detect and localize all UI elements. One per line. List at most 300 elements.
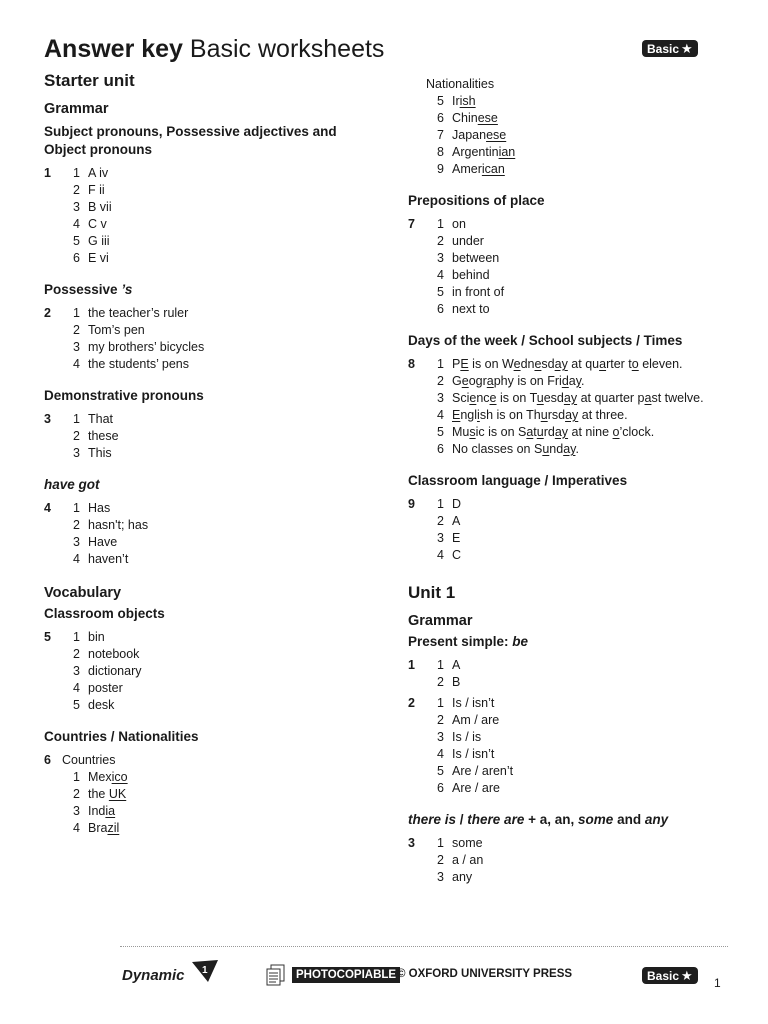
stressed-syllable: ay — [565, 408, 579, 422]
item-number: 4 — [73, 357, 80, 371]
item-answer: Mexico — [88, 770, 128, 784]
item-answer: the students’ pens — [88, 357, 189, 371]
exercise-number: 1 — [408, 658, 415, 672]
stressed-syllable: ay — [554, 357, 568, 371]
item-answer: Japanese — [452, 128, 507, 142]
item-answer: Am / are — [452, 713, 500, 727]
exercise-number — [408, 441, 426, 458]
heading-days-of-the-week: Days of the week / School subjects / Times — [408, 333, 683, 348]
item-answer: B vii — [88, 200, 112, 214]
list-item — [44, 680, 374, 697]
item-number: 1 — [437, 658, 444, 672]
list-item — [408, 530, 728, 547]
exercise-number — [44, 199, 62, 216]
stressed-syllable: u — [536, 425, 544, 439]
list-item — [408, 267, 728, 284]
item-number: 5 — [437, 285, 444, 299]
stressed-syllable: ay — [563, 442, 576, 456]
star-icon: ★ — [681, 41, 693, 56]
item-answer: No classes on Sunday. — [452, 442, 579, 456]
heading-possessive-s: Possessive ’s — [44, 282, 133, 297]
item-answer: Are / are — [452, 781, 500, 795]
item-answer: Have — [88, 535, 118, 549]
list-item — [408, 424, 728, 441]
exercise-number — [408, 712, 426, 729]
item-number: 4 — [73, 217, 80, 231]
photocopiable-label: PHOTOCOPIABLE — [292, 967, 400, 983]
item-number: 4 — [73, 552, 80, 566]
item-answer: E vi — [88, 251, 109, 265]
item-number: 4 — [437, 548, 444, 562]
svg-text:Dynamic: Dynamic — [122, 967, 185, 984]
item-answer: English is on Thursday at three. — [452, 408, 628, 422]
list-item: 6 Countries — [44, 753, 116, 767]
item-answer: Irish — [452, 94, 476, 108]
exercise-number — [408, 390, 426, 407]
item-number: 3 — [437, 531, 444, 545]
list-item — [408, 441, 728, 458]
heading-classroom-language: Classroom language / Imperatives — [408, 473, 628, 488]
exercise-number — [44, 445, 62, 462]
exercise-number — [44, 534, 62, 551]
dynamic-logo — [122, 958, 222, 988]
item-number: 3 — [73, 200, 80, 214]
exercise-number — [44, 820, 62, 837]
item-number: 1 — [437, 217, 444, 231]
exercise-5 — [44, 629, 374, 714]
stressed-syllable: ican — [481, 162, 505, 176]
list-item — [408, 513, 728, 530]
item-number: 8 — [437, 145, 444, 159]
stressed-syllable: a — [644, 391, 652, 405]
item-answer: A — [452, 658, 461, 672]
item-number: 3 — [437, 870, 444, 884]
star-icon: ★ — [681, 968, 693, 983]
item-answer: the teacher’s ruler — [88, 306, 189, 320]
item-number: 2 — [73, 429, 80, 443]
exercise-number — [44, 803, 62, 820]
list-item — [408, 746, 728, 763]
exercise-number — [44, 216, 62, 233]
item-number: 3 — [73, 804, 80, 818]
list-item — [408, 729, 728, 746]
list-item — [408, 835, 728, 852]
exercise-number — [44, 356, 62, 373]
item-number: 4 — [437, 747, 444, 761]
item-answer: any — [452, 870, 473, 884]
list-item — [408, 373, 728, 390]
list-item — [408, 127, 728, 144]
exercise-number — [408, 763, 426, 780]
item-answer: A — [452, 514, 461, 528]
list-item — [408, 780, 728, 797]
list-item — [408, 110, 728, 127]
list-item — [408, 93, 728, 110]
exercise-number — [408, 513, 426, 530]
item-answer: haven’t — [88, 552, 129, 566]
item-number: 3 — [437, 730, 444, 744]
item-number: 1 — [437, 696, 444, 710]
exercise-number — [408, 424, 426, 441]
item-answer: This — [88, 446, 112, 460]
exercise-number — [44, 551, 62, 568]
item-answer: PE is on Wednesday at quarter to eleven. — [452, 357, 683, 371]
item-answer: in front of — [452, 285, 505, 299]
unit1-exercise-1 — [408, 657, 728, 691]
exercise-number — [44, 663, 62, 680]
item-number: 5 — [437, 764, 444, 778]
item-number: 6 — [437, 442, 444, 456]
item-number: 5 — [73, 698, 80, 712]
item-number: 5 — [73, 234, 80, 248]
item-number: 7 — [437, 128, 444, 142]
list-item — [408, 161, 728, 178]
photocopy-icon — [266, 964, 286, 986]
exercise-number: 4 — [44, 501, 51, 515]
exercise-number: 9 — [408, 497, 415, 511]
heading-segment: / — [456, 812, 468, 827]
list-item — [408, 144, 728, 161]
list-item — [44, 165, 374, 182]
exercise-number — [44, 646, 62, 663]
item-answer: Is / isn’t — [452, 696, 495, 710]
item-answer: next to — [452, 302, 490, 316]
exercise-number — [408, 93, 426, 110]
item-number: 2 — [437, 374, 444, 388]
list-item — [408, 657, 728, 674]
exercise-9 — [408, 496, 728, 564]
exercise-number — [408, 144, 426, 161]
item-number: 2 — [437, 234, 444, 248]
item-answer: American — [452, 162, 505, 176]
item-number: 3 — [73, 664, 80, 678]
exercise-8 — [408, 356, 728, 458]
page-title: Answer key Basic worksheets — [44, 35, 385, 63]
item-answer: A iv — [88, 166, 109, 180]
item-answer: hasn't; has — [88, 518, 149, 532]
list-item — [44, 629, 374, 646]
exercise-number: 5 — [44, 630, 51, 644]
item-number: 3 — [73, 535, 80, 549]
heading-there-is-there-are — [408, 811, 728, 829]
list-item — [44, 305, 374, 322]
item-answer: between — [452, 251, 500, 265]
item-answer: on — [452, 217, 466, 231]
stressed-syllable: e — [513, 357, 521, 371]
list-item — [44, 233, 374, 250]
exercise-number — [408, 547, 426, 564]
heading-segment: a — [539, 812, 548, 827]
heading-segment: an — [554, 812, 571, 827]
item-answer: my brothers’ bicycles — [88, 340, 205, 354]
heading-vocabulary: Vocabulary — [44, 585, 122, 601]
stressed-syllable: e — [461, 374, 469, 388]
stressed-syllable: u — [536, 391, 544, 405]
heading-segment: there are — [467, 812, 525, 827]
stressed-syllable: ia — [105, 804, 116, 818]
item-answer: desk — [88, 698, 115, 712]
item-answer: C — [452, 548, 462, 562]
section-starter-unit: Starter unit — [44, 71, 135, 90]
list-item — [44, 534, 374, 551]
page-number: 1 — [714, 976, 721, 990]
exercise-number — [408, 407, 426, 424]
heading-have-got: have got — [44, 477, 100, 492]
svg-text:1: 1 — [202, 965, 208, 976]
list-item — [408, 284, 728, 301]
item-answer: Argentinian — [452, 145, 516, 159]
heading-segment: and — [613, 812, 645, 827]
stressed-syllable: a — [526, 425, 534, 439]
publisher-text: © OXFORD UNIVERSITY PRESS — [397, 968, 573, 980]
item-answer: the UK — [88, 787, 127, 801]
item-answer: poster — [88, 681, 123, 695]
stressed-syllable: ay — [554, 425, 569, 439]
stressed-syllable: ico — [111, 770, 128, 784]
heading-segment: some — [578, 812, 614, 827]
exercise-number: 8 — [408, 357, 415, 371]
list-item — [408, 695, 728, 712]
exercise-number: 1 — [44, 166, 51, 180]
item-answer: D — [452, 497, 462, 511]
basic-badge-footer: Basic ★ — [642, 967, 698, 984]
stressed-syllable: e — [489, 391, 497, 405]
list-item — [408, 496, 728, 513]
exercise-number — [408, 127, 426, 144]
item-answer: notebook — [88, 647, 140, 661]
list-item — [408, 233, 728, 250]
left-column — [44, 70, 374, 837]
heading-segment: , — [547, 812, 555, 827]
stressed-syllable: E — [452, 408, 461, 422]
list-item — [44, 697, 374, 714]
unit1-exercise-2 — [408, 695, 728, 797]
item-number: 1 — [437, 836, 444, 850]
list-item — [44, 216, 374, 233]
item-answer: dictionary — [88, 664, 142, 678]
stressed-syllable: o — [631, 357, 639, 371]
nationalities-block — [408, 76, 728, 178]
item-answer: G iii — [88, 234, 110, 248]
item-answer: Science is on Tuesday at quarter past twelve. — [452, 391, 704, 405]
exercise-number — [408, 284, 426, 301]
heading-segment: , — [570, 812, 579, 827]
item-answer: Is / isn’t — [452, 747, 495, 761]
item-number: 9 — [437, 162, 444, 176]
exercise-number — [44, 339, 62, 356]
item-answer: some — [452, 836, 483, 850]
item-number: 2 — [73, 183, 80, 197]
exercise-number — [408, 780, 426, 797]
exercise-number: 2 — [408, 696, 415, 710]
exercise-number — [408, 729, 426, 746]
item-number: 2 — [73, 787, 80, 801]
item-answer: Is / is — [452, 730, 482, 744]
stressed-syllable: ish — [459, 94, 476, 108]
item-number: 1 — [73, 501, 80, 515]
exercise-6 — [44, 752, 374, 837]
heading-grammar-unit-1: Grammar — [408, 613, 473, 629]
exercise-number — [408, 250, 426, 267]
item-number: 4 — [437, 268, 444, 282]
item-answer: That — [88, 412, 114, 426]
item-number: 1 — [73, 412, 80, 426]
section-unit-1: Unit 1 — [408, 583, 456, 602]
item-number: 2 — [437, 514, 444, 528]
heading-segment: + — [524, 812, 540, 827]
exercise-number — [408, 301, 426, 318]
exercise-number — [44, 428, 62, 445]
list-item — [44, 786, 374, 803]
exercise-number — [408, 746, 426, 763]
item-answer: E — [452, 531, 461, 545]
exercise-number — [44, 680, 62, 697]
list-item — [44, 646, 374, 663]
exercise-number — [44, 786, 62, 803]
item-answer: under — [452, 234, 484, 248]
unit1-exercise-3 — [408, 835, 728, 886]
list-item — [44, 411, 374, 428]
item-answer: India — [88, 804, 116, 818]
exercise-7 — [408, 216, 728, 318]
list-item — [408, 869, 728, 886]
exercise-number: 7 — [408, 217, 415, 231]
list-item — [408, 390, 728, 407]
exercise-number — [44, 697, 62, 714]
heading-grammar: Grammar — [44, 101, 109, 117]
item-number: 3 — [73, 340, 80, 354]
list-item — [44, 250, 374, 267]
exercise-number: 2 — [44, 306, 51, 320]
item-number: 1 — [73, 306, 80, 320]
list-item — [408, 852, 728, 869]
list-item — [44, 500, 374, 517]
list-item — [44, 339, 374, 356]
exercise-number: 3 — [408, 836, 415, 850]
heading-present-simple-be: Present simple: be — [408, 634, 529, 649]
exercise-number — [408, 852, 426, 869]
stressed-syllable: o — [612, 425, 620, 439]
exercise-number — [408, 674, 426, 691]
list-item — [44, 445, 374, 462]
item-number: 1 — [437, 357, 444, 371]
stressed-syllable: a — [486, 374, 494, 388]
heading-prepositions-of-place: Prepositions of place — [408, 193, 545, 208]
exercise-number — [408, 267, 426, 284]
stressed-syllable: E — [460, 357, 469, 371]
item-answer: a / an — [452, 853, 484, 867]
item-answer: F ii — [88, 183, 105, 197]
list-item — [44, 356, 374, 373]
exercise-number — [408, 869, 426, 886]
heading-demonstrative-pronouns: Demonstrative pronouns — [44, 388, 204, 403]
list-item — [408, 547, 728, 564]
right-column — [408, 70, 728, 886]
exercise-number — [44, 233, 62, 250]
item-number: 5 — [437, 94, 444, 108]
exercise-number: 3 — [44, 412, 51, 426]
list-item — [44, 517, 374, 534]
exercise-number — [408, 110, 426, 127]
exercise-number — [44, 769, 62, 786]
list-item — [408, 407, 728, 424]
item-answer: Chinese — [452, 111, 498, 125]
item-number: 2 — [437, 713, 444, 727]
nationalities-list — [408, 93, 728, 178]
list-item — [408, 356, 728, 373]
list-item — [44, 551, 374, 568]
item-answer: behind — [452, 268, 490, 282]
item-number: 1 — [437, 497, 444, 511]
item-answer: bin — [88, 630, 105, 644]
item-number: 6 — [437, 302, 444, 316]
heading-classroom-objects: Classroom objects — [44, 606, 165, 621]
item-number: 1 — [73, 166, 80, 180]
item-number: 4 — [73, 821, 80, 835]
stressed-syllable: ian — [498, 145, 516, 159]
list-item — [44, 803, 374, 820]
item-number: 3 — [437, 251, 444, 265]
exercise-number — [44, 517, 62, 534]
countries-list — [44, 769, 374, 837]
exercise-number — [44, 250, 62, 267]
list-item — [408, 763, 728, 780]
list-item — [44, 428, 374, 445]
list-item — [408, 250, 728, 267]
exercise-number — [408, 233, 426, 250]
item-number: 4 — [73, 681, 80, 695]
stressed-syllable: y — [575, 374, 582, 388]
list-item — [44, 769, 374, 786]
stressed-syllable: ay — [563, 391, 578, 405]
item-number: 3 — [437, 391, 444, 405]
basic-badge: Basic ★ — [642, 40, 698, 57]
item-answer: B — [452, 675, 461, 689]
item-answer: Music is on Saturday at nine o’clock. — [452, 425, 655, 439]
item-answer: Geography is on Friday. — [452, 374, 585, 388]
stressed-syllable: zil — [107, 821, 120, 835]
item-number: 6 — [437, 111, 444, 125]
list-item — [44, 199, 374, 216]
heading-countries-nationalities: Countries / Nationalities — [44, 729, 199, 744]
item-number: 5 — [437, 425, 444, 439]
item-answer: C v — [88, 217, 107, 231]
exercise-number — [44, 182, 62, 199]
nationalities-label: Nationalities — [426, 77, 495, 91]
stressed-syllable: u — [540, 408, 548, 422]
item-number: 2 — [437, 853, 444, 867]
stressed-syllable: u — [542, 442, 550, 456]
item-number: 1 — [73, 770, 80, 784]
item-answer: Tom’s pen — [88, 323, 145, 337]
exercise-number — [408, 161, 426, 178]
list-item — [44, 182, 374, 199]
stressed-syllable: e — [469, 391, 477, 405]
stressed-syllable: UK — [108, 787, 127, 801]
list-item — [44, 322, 374, 339]
item-number: 4 — [437, 408, 444, 422]
exercise-number — [408, 530, 426, 547]
item-number: 2 — [73, 518, 80, 532]
footer-divider — [120, 946, 728, 947]
item-number: 2 — [73, 647, 80, 661]
stressed-syllable: a — [599, 357, 607, 371]
exercise-3 — [44, 411, 374, 462]
item-answer: Are / aren’t — [452, 764, 514, 778]
stressed-syllable: i — [477, 408, 480, 422]
item-number: 6 — [73, 251, 80, 265]
item-number: 2 — [73, 323, 80, 337]
